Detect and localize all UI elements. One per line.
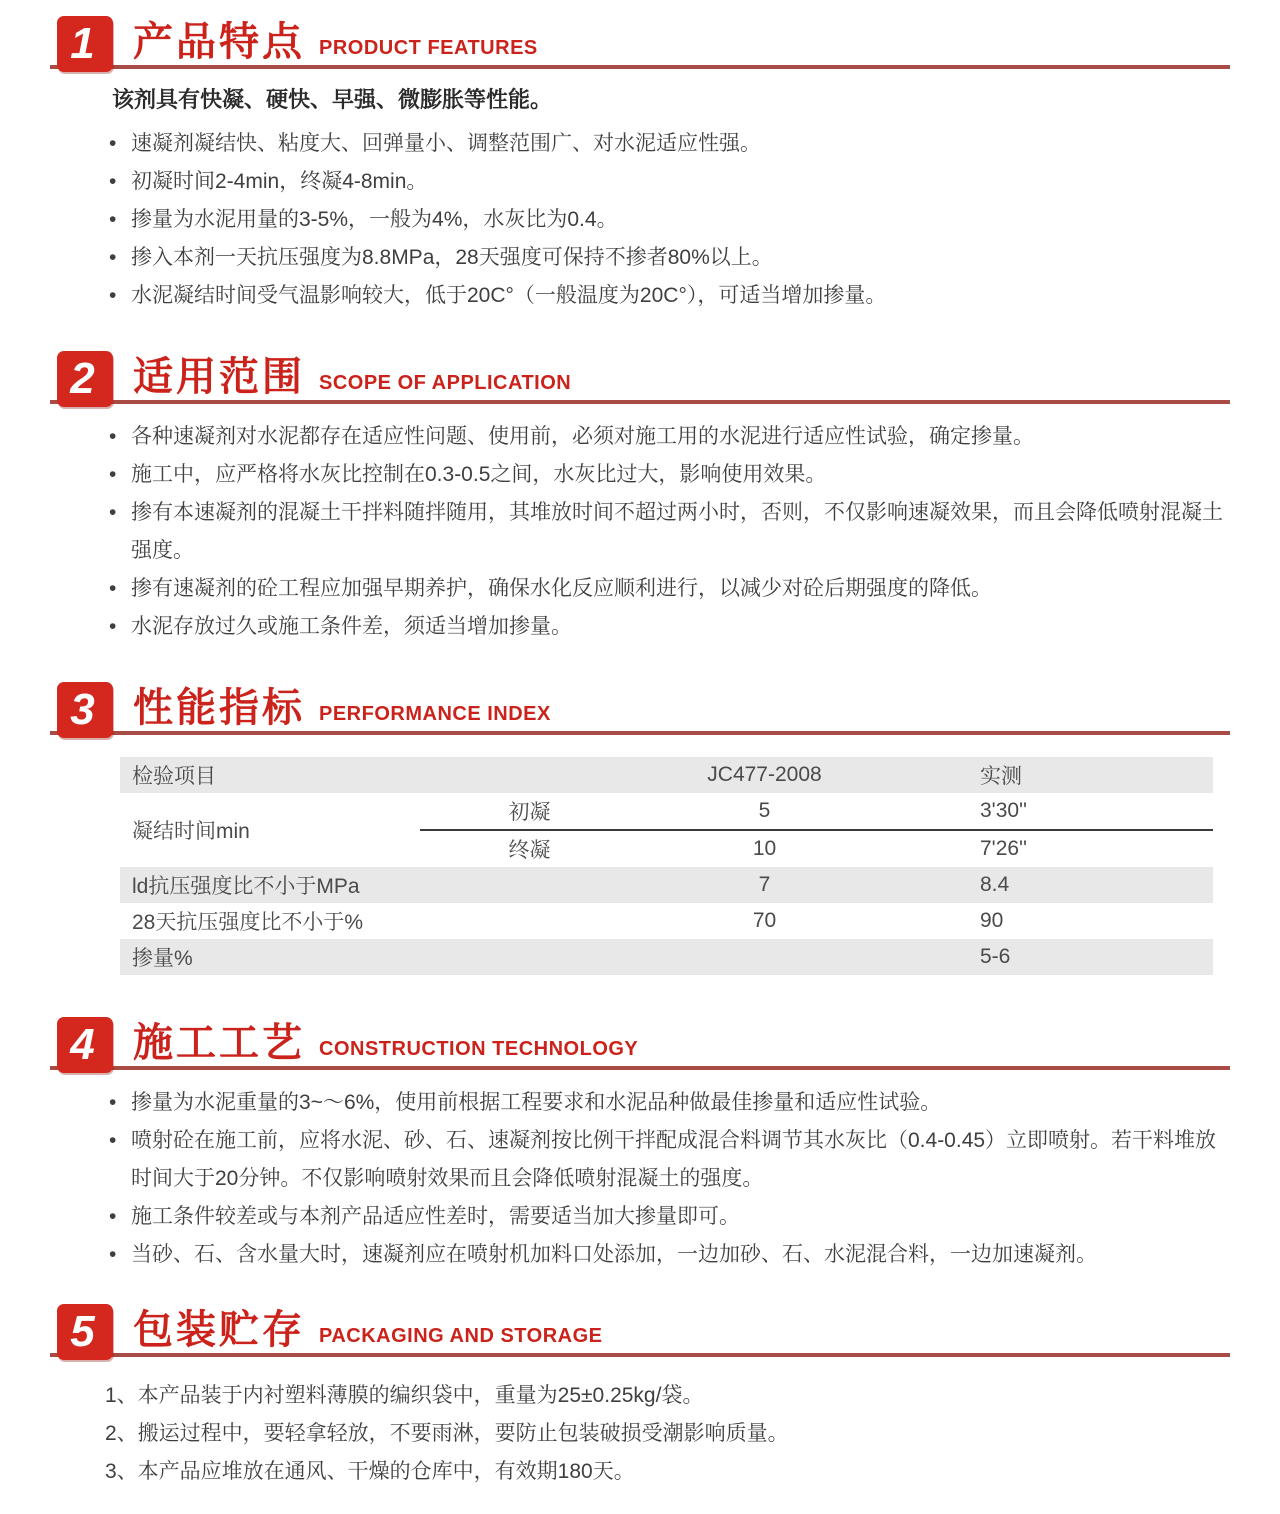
table-row-1d-strength	[120, 867, 1213, 903]
construction-bullet: • 喷射砼在施工前，应将水泥、砂、石、速凝剂按比例干拌配成混合料调节其水灰比（0.4-0.45）立即喷射。若干料堆放时间大于20分钟。不仅影响喷射效果而且会降低喷射混凝土的强度。	[105, 1122, 1230, 1198]
section-header	[50, 1304, 1230, 1357]
features-bullet-list	[105, 125, 1230, 315]
cell-measured-value: 90	[980, 909, 1004, 932]
cell-sub-label: 终凝	[420, 830, 639, 867]
cell-measured-value: 3'30''	[980, 799, 1028, 822]
section-number-badge: 1	[57, 16, 113, 72]
section-number-badge: 5	[57, 1304, 113, 1360]
cell-standard-value: 70	[752, 909, 777, 932]
construction-bullet: • 施工条件较差或与本剂产品适应性差时，需要适当加大掺量即可。	[105, 1198, 1230, 1236]
section-scope-of-application	[0, 351, 1280, 646]
construction-bullet: • 当砂、石、含水量大时，速凝剂应在喷射机加料口处添加，一边加砂、石、水泥混合料，一边加速凝剂。	[105, 1236, 1230, 1274]
col-header-item: 检验项目	[120, 757, 639, 793]
packaging-item: 1、本产品装于内衬塑料薄膜的编织袋中，重量为25±0.25kg/袋。	[105, 1384, 704, 1407]
packaging-item: 3、本产品应堆放在通风、干燥的仓库中，有效期180天。	[105, 1460, 635, 1483]
section-number-badge: 3	[57, 682, 113, 738]
section-packaging-storage	[0, 1304, 1280, 1491]
section-title-cn: 产品特点	[133, 20, 305, 64]
cell-standard-value: 5	[758, 799, 771, 822]
section-construction-technology	[0, 1017, 1280, 1274]
col-header-standard: JC477-2008	[639, 757, 890, 793]
cell-measured-value: 8.4	[890, 867, 1213, 903]
section-title-en: SCOPE OF APPLICATION	[319, 372, 572, 394]
scope-bullet: • 掺有速凝剂的砼工程应加强早期养护，确保水化反应顺利进行，以减少对砼后期强度的降低。	[105, 570, 1230, 608]
feature-bullet: • 水泥凝结时间受气温影响较大，低于20C°（一般温度为20C°），可适当增加掺量。	[105, 277, 1230, 315]
feature-bullet: • 速凝剂凝结快、粘度大、回弹量小、调整范围广、对水泥适应性强。	[105, 125, 1230, 163]
table-row-28d-strength	[120, 903, 1213, 939]
section-title-cn: 性能指标	[133, 686, 305, 730]
table-row-dosage	[120, 939, 1213, 975]
section-header	[50, 1017, 1230, 1070]
section-number-badge: 2	[57, 351, 113, 407]
feature-bullet: • 掺入本剂一天抗压强度为8.8MPa，28天强度可保持不掺者80%以上。	[105, 239, 1230, 277]
cell-standard-value: 7	[639, 867, 890, 903]
cell-row-label: 28天抗压强度比不小于%	[132, 911, 364, 934]
cell-group-label: 凝结时间min	[132, 820, 250, 843]
table-header-row	[120, 757, 1213, 793]
section-header	[50, 351, 1230, 404]
section-title-cn: 施工工艺	[133, 1021, 305, 1065]
scope-bullet-list	[105, 418, 1230, 646]
construction-bullet: • 掺量为水泥重量的3~～6%，使用前根据工程要求和水泥品种做最佳掺量和适应性试验。	[105, 1084, 1230, 1122]
section-header	[50, 16, 1230, 69]
cell-measured-value: 7'26''	[890, 830, 1213, 867]
section-title-en: PACKAGING AND STORAGE	[319, 1325, 603, 1347]
cell-measured-value: 5-6	[890, 939, 1213, 975]
section-header	[50, 682, 1230, 735]
section-title-en: CONSTRUCTION TECHNOLOGY	[319, 1038, 639, 1060]
table-row-setting-initial	[120, 793, 1213, 830]
packaging-item: 2、搬运过程中，要轻拿轻放，不要雨淋，要防止包装破损受潮影响质量。	[105, 1422, 789, 1445]
section-performance-index	[0, 682, 1280, 975]
section-product-features	[0, 16, 1280, 315]
construction-bullet-list	[105, 1084, 1230, 1274]
feature-bullet: • 掺量为水泥用量的3-5%，一般为4%，水灰比为0.4。	[105, 201, 1230, 239]
section-title-cn: 包装贮存	[133, 1308, 305, 1352]
cell-standard-value: 10	[639, 830, 890, 867]
scope-bullet: • 水泥存放过久或施工条件差，须适当增加掺量。	[105, 608, 1230, 646]
section-title-en: PERFORMANCE INDEX	[319, 703, 551, 725]
performance-table	[120, 757, 1213, 975]
scope-bullet: • 施工中，应严格将水灰比控制在0.3-0.5之间，水灰比过大，影响使用效果。	[105, 456, 1230, 494]
cell-sub-label: 初凝	[508, 801, 551, 824]
packaging-numbered-list	[105, 1377, 1230, 1491]
cell-row-label: ld抗压强度比不小于MPa	[120, 867, 639, 903]
section-title-en: PRODUCT FEATURES	[319, 37, 538, 59]
section-title-cn: 适用范围	[133, 355, 305, 399]
features-intro: 该剂具有快凝、硬快、早强、微膨胀等性能。	[112, 87, 553, 112]
col-header-measured: 实测	[890, 757, 1213, 793]
cell-row-label: 掺量%	[120, 939, 639, 975]
cell-standard-value	[639, 939, 890, 975]
section-number-badge: 4	[57, 1017, 113, 1073]
feature-bullet: • 初凝时间2-4min，终凝4-8min。	[105, 163, 1230, 201]
scope-bullet: • 各种速凝剂对水泥都存在适应性问题、使用前，必须对施工用的水泥进行适应性试验，确定掺量。	[105, 418, 1230, 456]
scope-bullet: • 掺有本速凝剂的混凝土干拌料随拌随用，其堆放时间不超过两小时，否则，不仅影响速凝效果，而且会降低喷射混凝土强度。	[105, 494, 1230, 570]
